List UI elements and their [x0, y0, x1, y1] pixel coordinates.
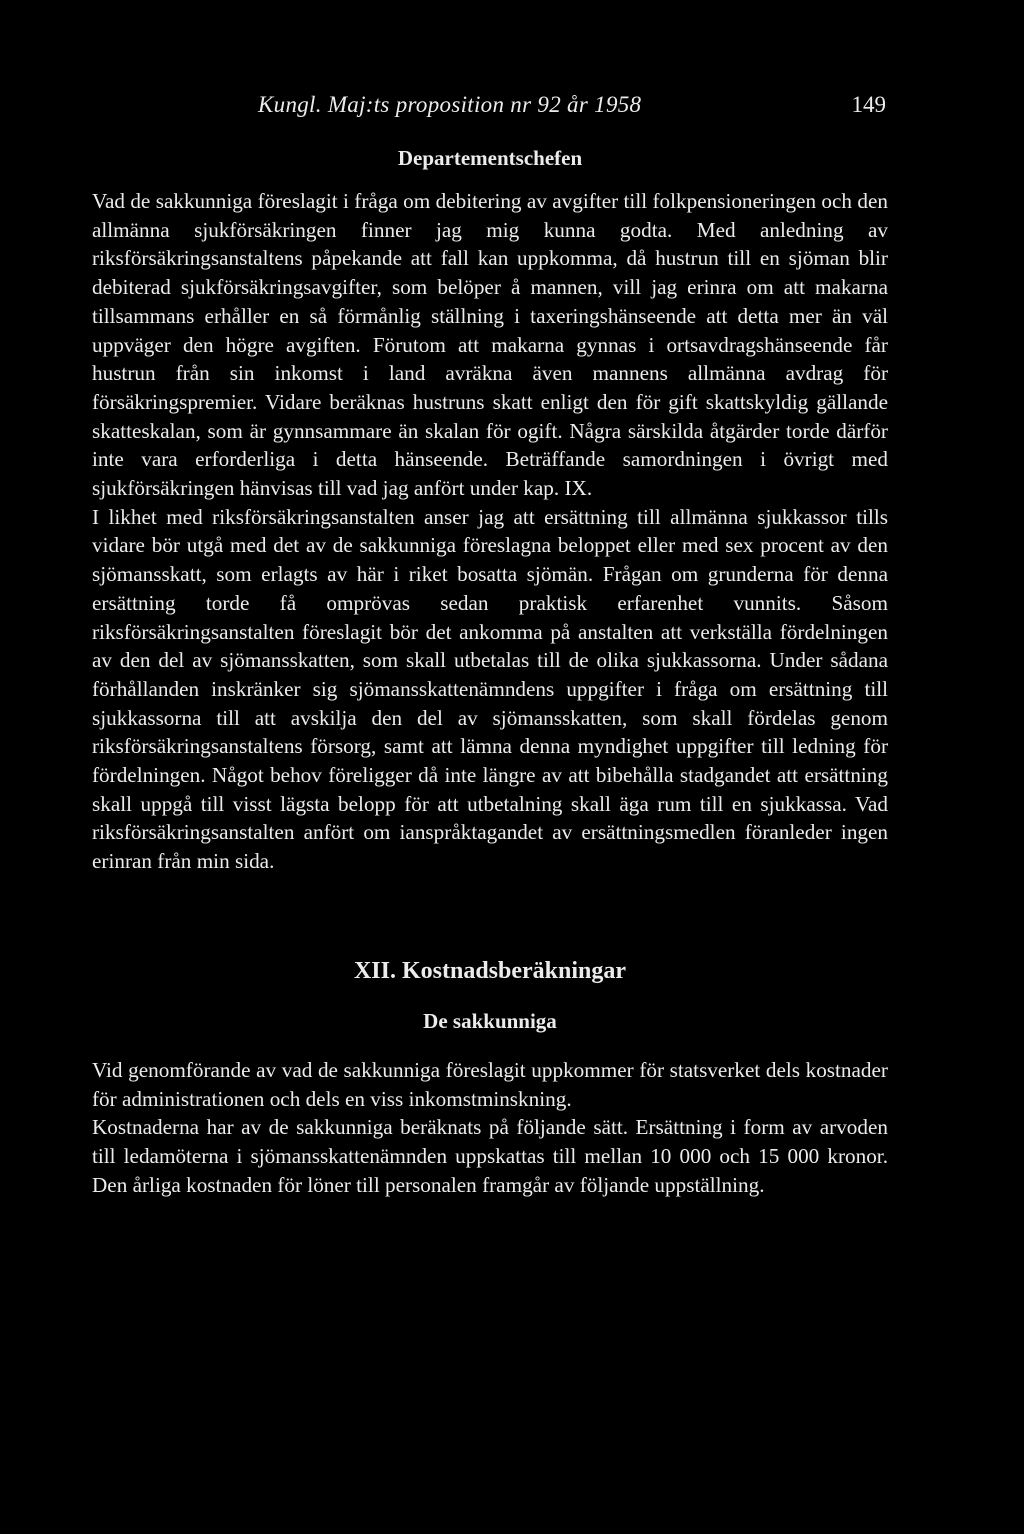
page-header	[92, 84, 888, 124]
paragraph: I likhet med riksförsäkringsanstalten anser jag att ersättning till allmänna sjukkassor tills vidare bör utgå med det av de sakkunniga föreslagna beloppet eller med sex procent av den sjömansskatt, som erlagts av här i riket bosatta sjömän. Frågan om grunderna för denna ersättning torde få omprövas sedan praktisk erfarenhet vunnits. Såsom riksförsäkringsanstalten föreslagit bör det ankomma på anstalten att verkställa fördelningen av den del av sjömansskatten, som skall utbetalas till de olika sjukkassorna. Under sådana förhållanden inskränker sig sjömansskattenämndens uppgifter i fråga om ersättning till sjukkassorna till att avskilja den del av sjömansskatten, som skall fördelas genom riksförsäkringsanstaltens försorg, samt att lämna denna myndighet uppgifter till ledning för fördelningen. Något behov föreligger då inte längre av att bibehålla stadgandet att ersättning skall uppgå till visst lägsta belopp för att utbetalning skall äga rum till en sjukkassa. Vad riksförsäkringsanstalten anfört om ianspråktagandet av ersättningsmedlen föranleder ingen erinran från min sida.	[92, 504, 888, 874]
page-number: 149	[851, 92, 886, 117]
spacer	[92, 876, 888, 958]
document-page	[92, 84, 888, 1199]
running-title: Kungl. Maj:ts proposition nr 92 år 1958	[258, 92, 642, 117]
section-heading-departementschefen: Departementschefen	[397, 146, 583, 170]
sub-heading: De sakkunniga	[423, 1008, 557, 1033]
paragraph: Vad de sakkunniga föreslagit i fråga om debitering av avgifter till folkpensioneringen och den allmänna sjukförsäkringen finner jag mig kunna godta. Med anledning av riksförsäkringsanstaltens påpekande att fall kan uppkomma, då hustrun till en sjöman blir debiterad sjukförsäkringsavgifter, som belöper å mannen, vill jag erinra om att makarna tillsammans erhåller en så förmånlig ställning i taxeringshänseende att detta mer än väl uppväger den högre avgiften. Förutom att makarna gynnas i ortsavdragshänseende får hustrun från sin inkomst i land avräkna även mannens allmänna avdrag för försäkringspremier. Vidare beräknas hustruns skatt enligt den för gift skattskyldig gällande skatteskalan, som är gynnsammare än skalan för ogift. Några särskilda åtgärder torde därför inte vara erforderliga i detta hänseende. Beträffande samordningen i övrigt med sjukförsäkringen hänvisas till vad jag anfört under kap. IX.	[92, 189, 888, 501]
paragraph: Kostnaderna har av de sakkunniga beräknats på följande sätt. Ersättning i form av arvoden till ledamöterna i sjömansskattenämnden uppskattas till mellan 10 000 och 15 000 kronor. Den årliga kostnaden för löner till personalen framgår av följande uppställning.	[92, 1115, 888, 1197]
paragraph: Vid genomförande av vad de sakkunniga föreslagit uppkommer för statsverket dels kostnader för administrationen och dels en viss inkomstminskning.	[92, 1057, 888, 1111]
chapter-heading: XII. Kostnadsberäkningar	[353, 957, 627, 984]
